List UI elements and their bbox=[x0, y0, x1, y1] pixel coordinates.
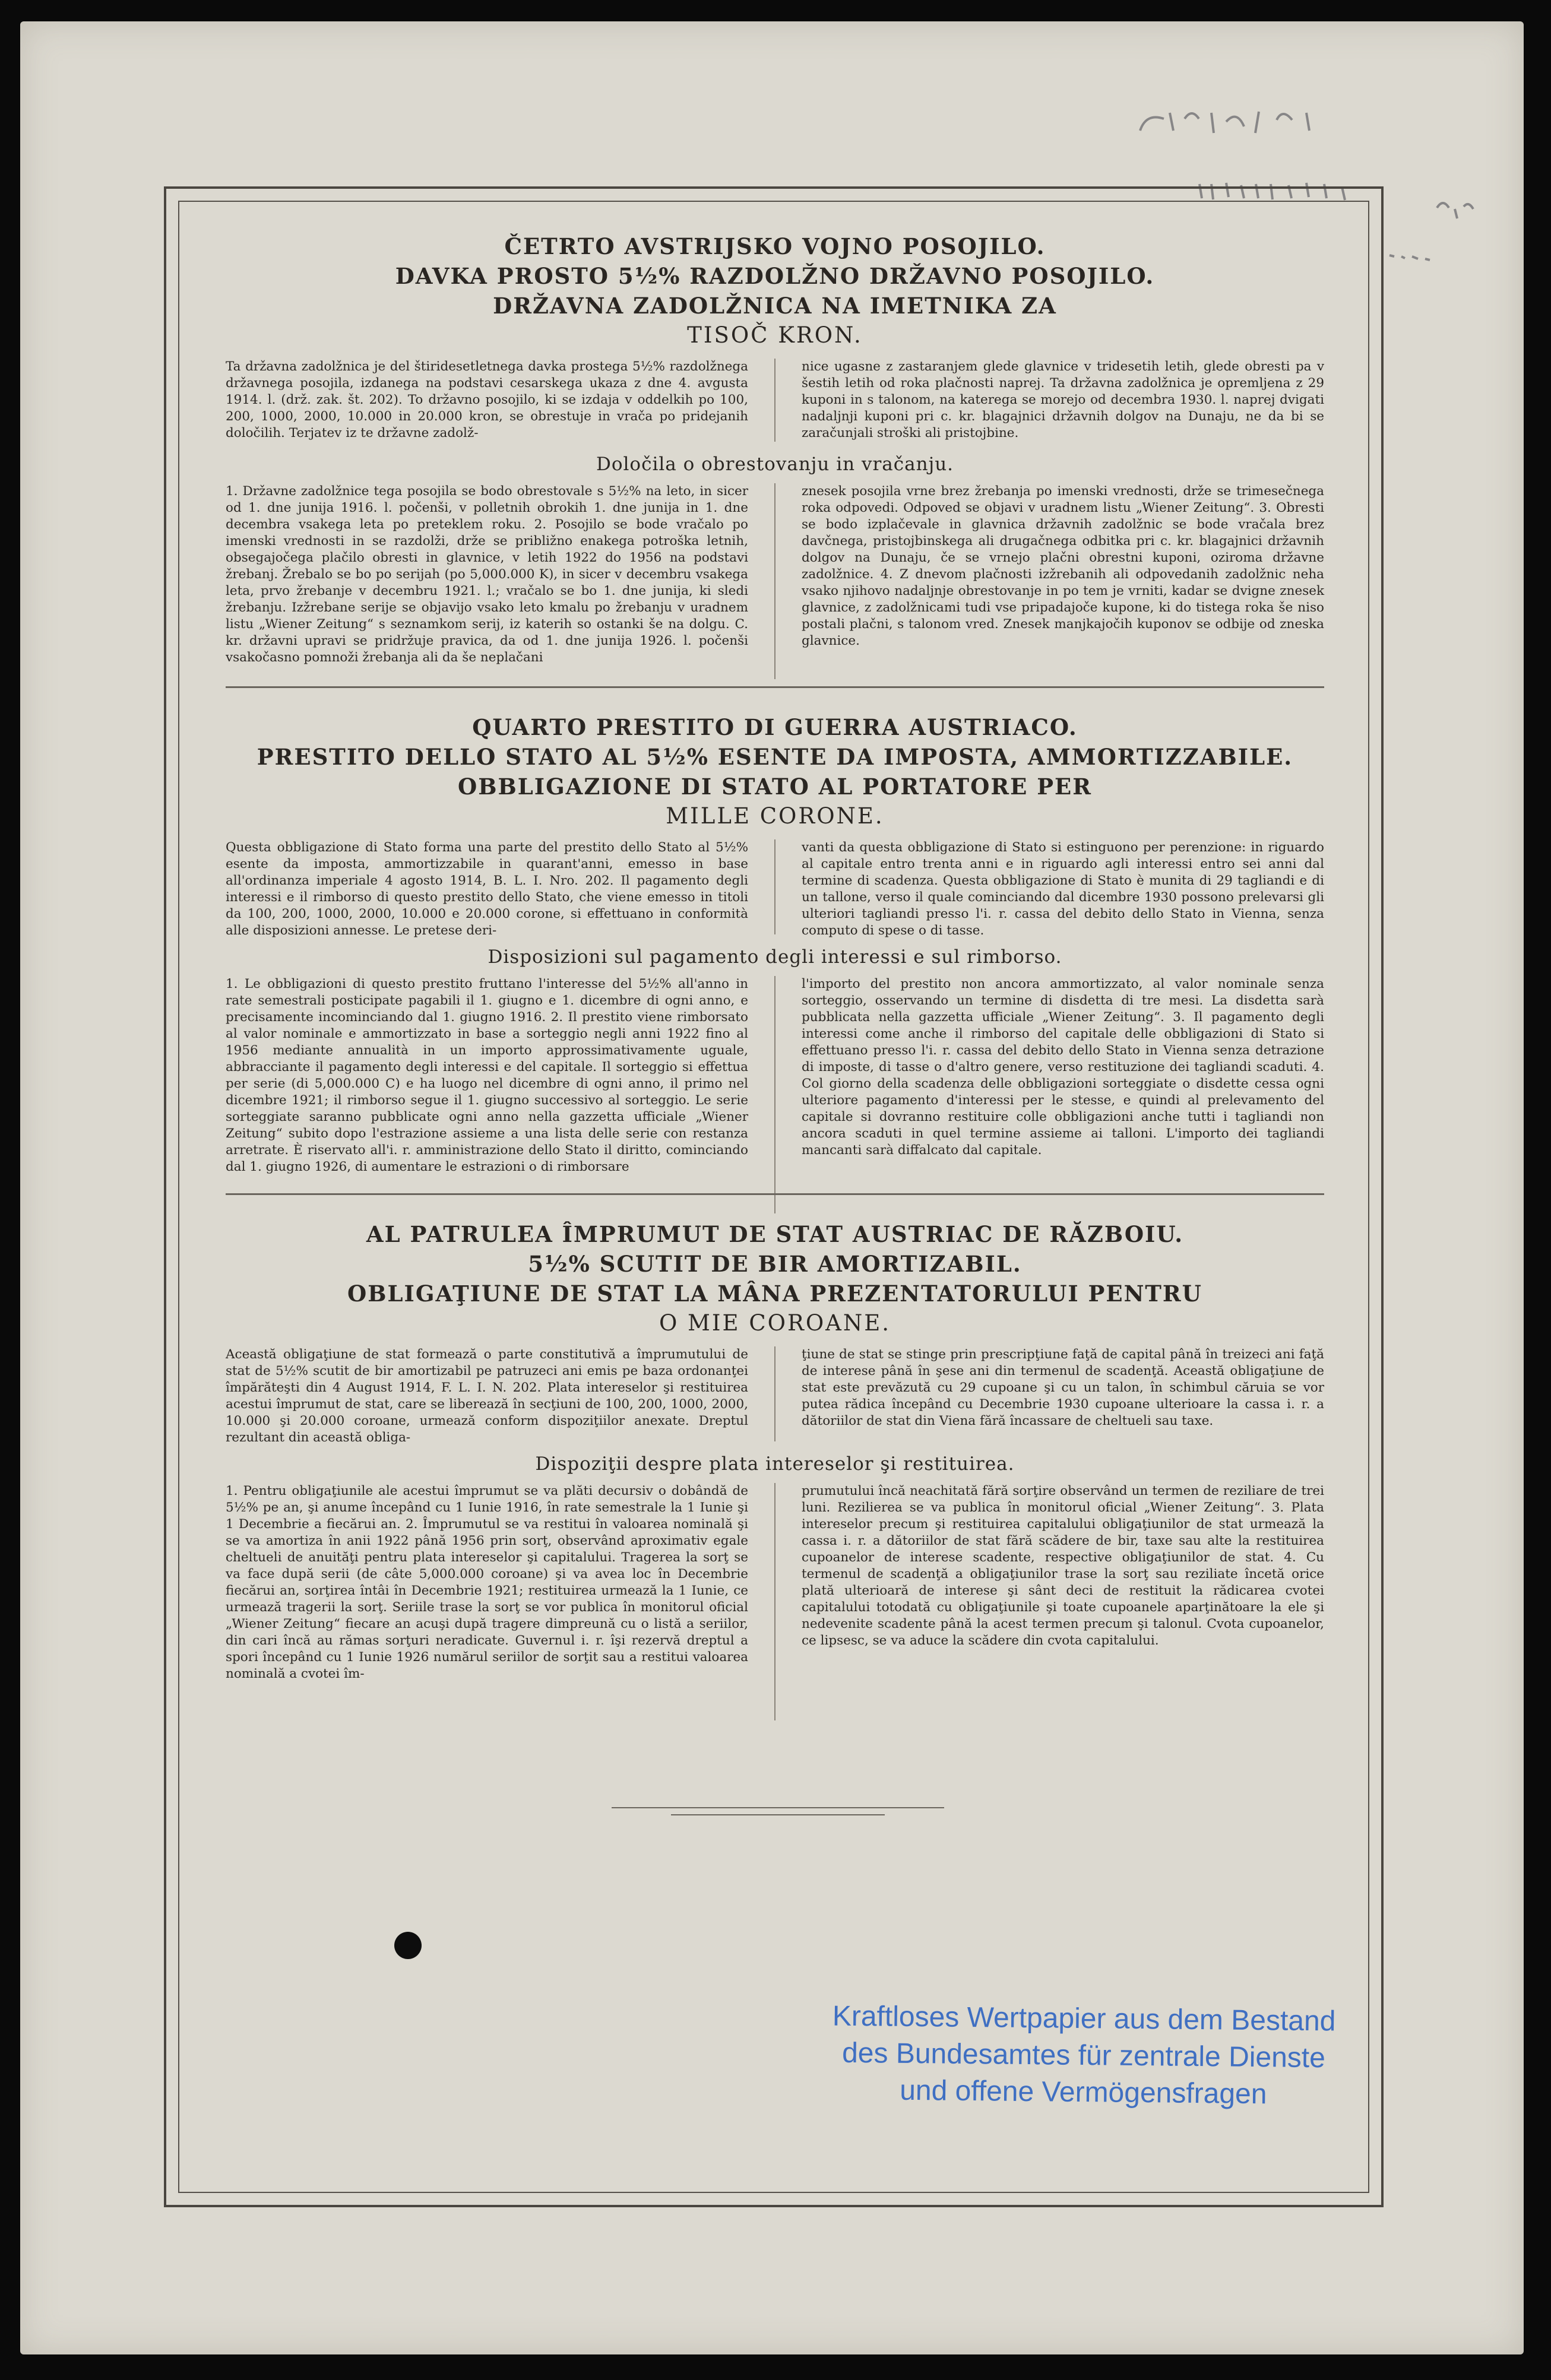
section-divider bbox=[226, 686, 1324, 688]
romanian-intro-left: Această obligaţiune de stat formează o parte constitutivă a împrumutului de stat de 5½% scutit de bir amortizabil pe patruzeci ani emis pe baza ordonanţei împărăteşti din 4 August 1914, F. L. I. N. 202. Plata intereselor şi restituirea acestui împrumut de stat, care se liberează în secţiuni de 100, 200, 1000, 2000, 10.000 şi 20.000 coroane, urmează conform dispoziţiilor anexate. Dreptul rezultant din această obliga- bbox=[226, 1347, 748, 1445]
slovene-title-3: DRŽAVNA ZADOLŽNICA NA IMETNIKA ZA bbox=[493, 293, 1057, 319]
romanian-intro-right: ţiune de stat se stinge prin prescripţiune faţă de capital până în treizeci ani faţă de interese până în şese ani din termenul de scadenţă. Această obligaţiune de stat este prevăzută cu 29 cupoane şi cu un talon, în schimbul căruia se vor putea rădica începând cu Decembrie 1930 cupoane ulterioare la cassa i. r. a dătoriilor de stat din Viena fără încassare de cheltueli sau taxe. bbox=[802, 1347, 1324, 1428]
romanian-subheading: Dispoziţii despre plata intereselor şi restituirea. bbox=[535, 1453, 1015, 1475]
slovene-body-left: 1. Državne zadolžnice tega posojila se bodo obrestovale s 5½% na leto, in sicer od 1. dne junija 1916. l. počenši, v polletnih obrokih 1. dne junija in 1. dne decembra vsakega leta po preteklem roku. 2. Posojilo se bode vračalo po imenski vrednosti in se razdolži, drže se približno enakega potroška letnih, obsegajočega plačilo obresti in glavnice, v letih 1922 do 1956 na podstavi žrebanj. Žrebalo se bo po serijah (po 5,000.000 K), in sicer v decembru vsakega leta, prvo žrebanje v decembru 1921. l.; vračalo se bo 1. dne junija, ki sledi žrebanju. Izžrebane serije se objavijo vsako leto kmalu po žrebanju v uradnem listu „Wiener Zeitung“ s seznamkom serij, iz katerih so ostanki še na dolgu. C. kr. državni upravi se pridržuje pravica, da od 1. dne junija 1926. l. počenši vsakočasno pomnoži žrebanja ali da še neplačani bbox=[226, 484, 748, 665]
slovene-body-right: znesek posojila vrne brez žrebanja po imenski vrednosti, drže se trimesečnega roka odpovedi. Odpoved se objavi v uradnem listu „Wiener Zeitung“. 3. Obresti se bodo izplačevale in glavnica državnih zadolžnic se bode vračala brez davčnega, pristojbinskega ali drugačnega odbitka pri c. kr. blagajnici državnih dolgov na Dunaju, če se vrnejo plačni obrestni kuponi, oziroma državne zadolžnice. 4. Z dnevom plačnosti izžrebanih ali odpovedanih zadolžnic neha vsako njihovo nadaljnje obrestovanje in po tem je vrniti, kadar se dvigne znesek glavnice, z zadolžnicami tudi vse pripadajoče kupone, ki do tistega roka še niso postali plačni, s talonom vred. Znesek manjkajočih kuponov se odbije od zneska glavnice. bbox=[802, 484, 1324, 648]
romanian-title-2: 5½% SCUTIT DE BIR AMORTIZABIL. bbox=[528, 1251, 1022, 1277]
section-divider bbox=[226, 1193, 1324, 1195]
column-divider bbox=[774, 483, 776, 679]
italian-title-1: QUARTO PRESTITO DI GUERRA AUSTRIACO. bbox=[472, 714, 1078, 740]
slovene-title-2: DAVKA PROSTO 5½% RAZDOLŽNO DRŽAVNO POSOJILO. bbox=[395, 263, 1155, 289]
column-divider bbox=[774, 976, 776, 1213]
italian-section bbox=[226, 712, 1324, 1213]
slovene-subheading: Določila o obrestovanju in vračanju. bbox=[596, 454, 954, 475]
punch-hole bbox=[394, 1932, 422, 1959]
end-rule bbox=[612, 1807, 944, 1808]
romanian-body-left: 1. Pentru obligaţiunile ale acestui împrumut se va plăti decursiv o dobândă de 5½% pe an, şi anume începând cu 1 Iunie 1916, în rate semestrale la 1 Iunie şi 1 Decembrie a fiecărui an. 2. Împrumutul se va restitui în valoarea nominală şi se va amortiza în anii 1922 până 1956 prin sorţ, observând aproximativ egale cheltueli de anuităţi pentru plata intereselor şi capitalului. Tragerea la sorţ se va face după serii (de câte 5,000.000 coroane) şi va avea loc în Decembrie fiecărui an, sorţirea întâi în Decembrie 1921; restituirea urmează la 1 Iunie, ce urmează tragerii la sorţ. Seriile trase la sorţ se vor publica în monitorul oficial „Wiener Zeitung“ fiecare an acuşi după tragere dimpreună cu o listă a seriilor, din cari încă au rămas sorţuri neradicate. Guvernul i. r. îşi rezervă dreptul a spori începând cu 1 Iunie 1926 numărul seriilor de sorţit sau a restitui valoarea nominală a cvotei îm- bbox=[226, 1484, 748, 1681]
italian-intro-left: Questa obbligazione di Stato forma una parte del prestito dello Stato al 5½% esente da imposta, ammortizzabile in quarant'anni, emesso in base all'ordinanza imperiale 4 agosto 1914, B. L. I. Nro. 202. Il pagamento degli interessi e il rimborso di questo prestito dello Stato, che viene emesso in titoli da 100, 200, 1000, 2000, 10.000 e 20.000 corone, si effettuano in conformità alle disposizioni annesse. Le pretese deri- bbox=[226, 840, 748, 938]
romanian-section bbox=[226, 1219, 1324, 1720]
column-divider bbox=[774, 839, 776, 934]
romanian-title-amount: O MIE COROANE. bbox=[659, 1310, 891, 1336]
italian-intro-right: vanti da questa obbligazione di Stato si estinguono per perenzione: in riguardo al capitale entro trenta anni e in riguardo agli interessi entro sei anni dal termine di scadenza. Questa obbligazione di Stato è munita di 29 tagliandi e di un tallone, verso il quale cominciando dal dicembre 1930 possono prelevarsi gli ulteriori tagliandi presso l'i. r. cassa del debito dello Stato in Vienna, senza computo di spese o di tasse. bbox=[802, 840, 1324, 938]
stamp-line-3: und offene Vermögensfragen bbox=[899, 2074, 1267, 2110]
column-divider bbox=[774, 1346, 776, 1441]
italian-title-2: PRESTITO DELLO STATO AL 5½% ESENTE DA IMPOSTA, AMMORTIZZABILE. bbox=[257, 744, 1293, 770]
slovene-intro-left: Ta državna zadolžnica je del štiridesetletnega davka prostega 5½% razdolžnega državnega posojila, izdanega na podstavi cesarskega ukaza z dne 4. avgusta 1914. l. (drž. zak. št. 202). To državno posojilo, ki se izdaja v oddelkih po 100, 200, 1000, 2000, 10.000 in 20.000 kron, se obrestuje in vrača po pridejanih določilih. Terjatev iz te državne zadolž- bbox=[226, 359, 748, 440]
italian-body-right: l'importo del prestito non ancora ammortizzato, al valor nominale senza sorteggio, osservando un termine di disdetta di tre mesi. La disdetta sarà pubblicata nella gazzetta ufficiale „Wiener Zeitung“. 3. Il pagamento degli interessi come anche il rimborso del capitale delle obbligazioni di Stato si effettuano presso l'i. r. cassa del debito dello Stato in Vienna senza detrazione di imposte, di tasse o d'altro genere, verso restituzione dei tagliandi scaduti. 4. Col giorno della scadenza delle obbligazioni sorteggiate o disdette cessa ogni ulteriore pagamento d'interessi per le stesse, e quindi al prelevamento del capitale si dovranno restituire colle obbligazioni anche tutti i tagliandi non ancora scaduti in quel termine assieme ai talloni. L'importo dei tagliandi mancanti sarà diffalcato dal capitale. bbox=[802, 977, 1324, 1158]
romanian-title-1: AL PATRULEA ÎMPRUMUT DE STAT AUSTRIAC DE RĂZBOIU. bbox=[366, 1221, 1184, 1247]
italian-body-left: 1. Le obbligazioni di questo prestito fruttano l'interesse del 5½% all'anno in rate semestrali posticipate pagabili il 1. giugno e 1. dicembre di ogni anno, e precisamente incominciando dal 1. giugno 1916. 2. Il prestito viene rimborsato al valor nominale e ammortizzato in base a sorteggio negli anni 1922 fino al 1956 mediante annualità in un importo approssimativamente uguale, abbracciante il pagamento degli interessi e del capitale. Il sorteggio si effettua per serie (di 5,000.000 C) e ha luogo nel dicembre di ogni anno, il primo nel dicembre 1921; il rimborso segue il 1. giugno successivo al sorteggio. Le serie sorteggiate saranno pubblicate ogni anno nella gazzetta ufficiale „Wiener Zeitung“ subito dopo l'estrazione assieme a una lista delle serie con restanza arretrate. È riservato all'i. r. amministrazione dello Stato il diritto, cominciando dal 1. giugno 1926, di aumentare le estrazioni o di rimborsare bbox=[226, 977, 748, 1174]
slovene-intro-right: nice ugasne z zastaranjem glede glavnice v tridesetih letih, glede obresti pa v šestih letih od roka plačnosti naprej. Ta državna zadolžnica je opremljena z 29 kuponi in s talonom, na katerega se morejo od decembra 1930. l. naprej dvigati nadaljnji kuponi pri c. kr. blagajnici državnih dolgov na Dunaju, ne da bi se zaračunjali stroški ali pristojbine. bbox=[802, 359, 1324, 440]
italian-title-amount: MILLE CORONE. bbox=[666, 803, 884, 829]
column-divider bbox=[774, 359, 776, 442]
romanian-body-right: prumutului încă neachitată fără sorţire observând un termen de reziliare de trei luni. Rezilierea se va publica în monitorul oficial „Wiener Zeitung“. 3. Plata intereselor precum şi restituirea capitalului obligaţiunilor de stat urmează la cassa i. r. a dătoriilor de stat fără scădere de bir, taxe sau alte la restituirea cupoanelor de interese scadente, respective obligaţiunilor de stat. 4. Cu termenul de scadenţă a obligaţiunilor trase la sorţ sau reziliate încetă orice plată ulterioară de interese şi sânt deci de restituit la rădicarea cvotei capitalului totodată cu obligaţiunile şi toate cupoanele aparţinătoare la ele şi nedevenite scadente până la acest termen precum şi talonul. Cvota cupoanelor, ce lipsesc, se va aduce la scădere din cvota capitalului. bbox=[802, 1484, 1324, 1648]
end-rule-short bbox=[671, 1814, 885, 1815]
stamp-line-2: des Bundesamtes für zentrale Dienste bbox=[841, 2037, 1326, 2074]
slovene-title-amount: TISOČ KRON. bbox=[687, 322, 863, 348]
stamp-line-1: Kraftloses Wertpapier aus dem Bestand bbox=[832, 2000, 1336, 2037]
slovene-section bbox=[226, 232, 1324, 679]
slovene-title-1: ČETRTO AVSTRIJSKO VOJNO POSOJILO. bbox=[504, 233, 1046, 259]
italian-subheading: Disposizioni sul pagamento degli interessi e sul rimborso. bbox=[488, 946, 1062, 968]
cancellation-stamp bbox=[801, 1998, 1366, 2114]
italian-title-3: OBBLIGAZIONE DI STATO AL PORTATORE PER bbox=[457, 774, 1092, 800]
column-divider bbox=[774, 1483, 776, 1720]
romanian-title-3: OBLIGAŢIUNE DE STAT LA MÂNA PREZENTATORULUI PENTRU bbox=[347, 1281, 1202, 1307]
